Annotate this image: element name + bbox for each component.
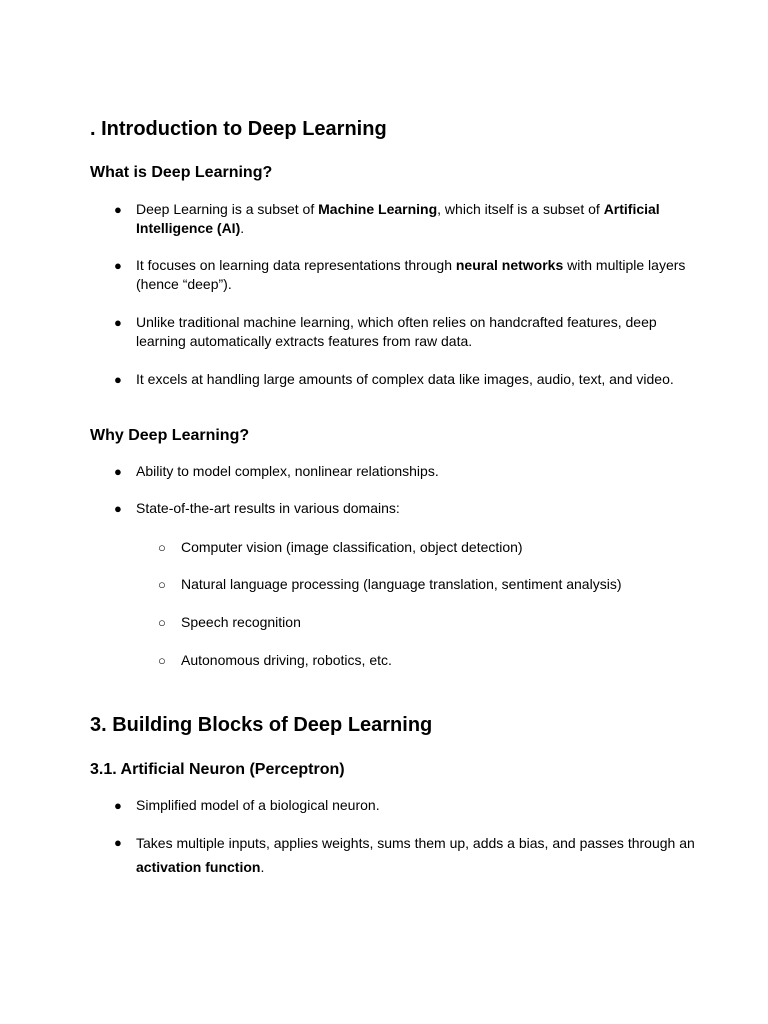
heading-what-is-deep-learning: What is Deep Learning? bbox=[90, 164, 273, 181]
list-item bbox=[114, 462, 696, 481]
bullet-icon: ● bbox=[114, 315, 122, 330]
sub-list-item bbox=[158, 538, 701, 557]
hollow-bullet-icon: ○ bbox=[158, 540, 166, 555]
bullet-icon: ● bbox=[114, 835, 122, 850]
list-item-text: Takes multiple inputs, applies weights, sums them up, adds a bias, and passes through an bbox=[136, 835, 695, 851]
hollow-bullet-icon: ○ bbox=[158, 615, 166, 630]
sub-list-item-text: Autonomous driving, robotics, etc. bbox=[181, 652, 392, 668]
bullet-icon: ● bbox=[114, 798, 122, 813]
list-item bbox=[114, 200, 696, 238]
list-item-text: It focuses on learning data representations through bbox=[136, 257, 456, 273]
sub-list-item bbox=[158, 613, 701, 632]
hollow-bullet-icon: ○ bbox=[158, 653, 166, 668]
list-item bbox=[114, 831, 696, 879]
list-item bbox=[114, 256, 696, 294]
list-item-text: with multiple layers (hence “deep”). bbox=[136, 257, 686, 292]
sub-list-item bbox=[158, 651, 701, 670]
list-item-text: Simplified model of a biological neuron. bbox=[136, 797, 380, 813]
list-item-text: . bbox=[240, 220, 245, 236]
section-title-introduction: . Introduction to Deep Learning bbox=[90, 118, 387, 140]
list-item-bold: neural networks bbox=[455, 257, 564, 273]
bullet-icon: ● bbox=[114, 202, 122, 217]
heading-artificial-neuron: 3.1. Artificial Neuron (Perceptron) bbox=[90, 761, 345, 778]
sub-list-item bbox=[158, 575, 701, 594]
heading-why-deep-learning: Why Deep Learning? bbox=[90, 427, 250, 444]
hollow-bullet-icon: ○ bbox=[158, 577, 166, 592]
list-item-bold: activation function bbox=[136, 859, 261, 875]
bullet-icon: ● bbox=[114, 372, 122, 387]
list-item bbox=[114, 499, 696, 518]
list-item bbox=[114, 796, 696, 815]
bullet-icon: ● bbox=[114, 464, 122, 479]
bullet-icon: ● bbox=[114, 258, 122, 273]
list-item bbox=[114, 370, 696, 389]
list-item-text: State-of-the-art results in various domains: bbox=[136, 500, 400, 516]
list-item-text: Ability to model complex, nonlinear relationships. bbox=[136, 463, 439, 479]
section-title-building-blocks: 3. Building Blocks of Deep Learning bbox=[90, 714, 433, 736]
list-item bbox=[114, 313, 696, 351]
list-item-text: It excels at handling large amounts of complex data like images, audio, text, and video. bbox=[136, 371, 674, 387]
list-item-text: Unlike traditional machine learning, which often relies on handcrafted features, deep learning automatically extracts features from raw data. bbox=[136, 314, 657, 349]
list-item-text: . bbox=[260, 859, 265, 875]
list-item-bold: Artificial Intelligence (AI) bbox=[136, 201, 660, 236]
sub-list-item-text: Natural language processing (language translation, sentiment analysis) bbox=[181, 576, 622, 592]
bullet-icon: ● bbox=[114, 501, 122, 516]
list-item-text: , which itself is a subset of bbox=[437, 201, 604, 217]
list-item-text: Deep Learning is a subset of bbox=[136, 201, 319, 217]
list-item-bold: Machine Learning bbox=[318, 201, 438, 217]
sub-list-item-text: Computer vision (image classification, object detection) bbox=[181, 539, 523, 555]
sub-list-item-text: Speech recognition bbox=[181, 614, 301, 630]
